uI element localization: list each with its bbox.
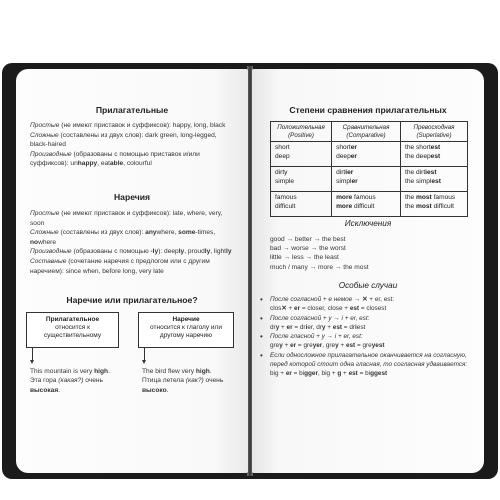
comparative-word: dirtier (336, 169, 354, 177)
left-page (16, 69, 248, 473)
superlative-word: the deepest (405, 152, 441, 160)
adverb-box-text: относится к глаголу или другому наречию (150, 324, 222, 340)
adjective-arrow-head (30, 360, 34, 364)
case-silent-e: • После согласной + е немое → ✕ + er, est: (258, 295, 474, 304)
adjective-example: This mountain is very high. Эта гора (какая?) очень высокая. (30, 368, 110, 394)
positive-word: short (275, 144, 290, 152)
right-page (252, 69, 484, 473)
case-consonant-y: • После согласной + y → i + er, est: (258, 314, 474, 323)
special-cases-list (258, 295, 474, 379)
degrees-heading: Степени сравнения прилагательных (289, 105, 447, 115)
degrees-table (270, 121, 468, 217)
comparative-word: simpler (336, 177, 358, 185)
case-vowel-y-example: grey + er = greyer, grey + est = greyest (270, 342, 385, 350)
case-doubling: • Если односложное прилагательное оканчивается на согласную, перед которой стоит одна гласная, то согласная удваивается: (258, 351, 474, 370)
adj-simple: Простые (не имеют приставок и суффиксов): happy, long, black (30, 122, 226, 129)
case-vowel-y: • После гласной + y → i + er, est: (258, 332, 474, 341)
header-positive: Положительная (Positive) (271, 122, 332, 142)
comparative-cell (332, 167, 401, 192)
superlative-word: the simplest (405, 177, 441, 185)
adjective-box-title: Прилагательное (45, 316, 100, 323)
adjective-box (26, 312, 119, 348)
exception-item: good → better → the best (270, 236, 346, 243)
adjectives-heading: Прилагательные (95, 105, 169, 115)
adjective-box-text: относится к существительному (43, 324, 102, 340)
superlative-word: the most difficult (405, 202, 455, 210)
adj-compound: Сложные (составлены из двух слов): dark green, long-legged, black-haired (30, 131, 217, 149)
exception-item: much / many → more → the most (270, 263, 369, 271)
header-comparative: Сравнительная (Comparative) (332, 122, 401, 142)
degrees-table-row (271, 167, 468, 192)
case-doubling-example: big + er = bigger, big + g + est = biggest (270, 370, 388, 378)
exception-item: little → less → the least (270, 254, 339, 262)
degrees-table-row (271, 192, 468, 217)
adv-derived: Производные (образованы с помощью -ly): deeply, proudly, lightly (30, 248, 232, 256)
degrees-table-row (271, 142, 468, 167)
adverbs-heading: Наречия (113, 192, 151, 202)
adverb-example: The bird flew very high. Птица летела (как?) очень высоко. (142, 368, 224, 394)
superlative-word: the dirtiest (405, 169, 437, 177)
positive-word: famous (275, 194, 297, 202)
compare-heading: Наречие или прилагательное? (66, 295, 198, 305)
adjectives-text (30, 121, 236, 169)
exceptions-list (270, 235, 470, 272)
adverb-arrow-head (142, 360, 146, 364)
case-silent-e-example: clos✕ + er = closer, close + est = closest (270, 305, 387, 313)
positive-word: simple (275, 177, 295, 185)
exception-item: bad → worse → the worst (270, 245, 346, 253)
exceptions-heading: Исключения (344, 219, 392, 228)
positive-word: difficult (275, 202, 296, 210)
header-superlative: Превосходная (Superlative) (401, 122, 468, 142)
special-cases-heading: Особые случаи (338, 281, 398, 290)
comparative-word: shorter (336, 144, 357, 152)
superlative-cell (401, 167, 468, 192)
superlative-word: the shortest (405, 144, 441, 152)
adv-composite: Составные (сочетание наречия с предлогом или с другим наречием): since when, before long, very late (30, 257, 210, 275)
adverbs-text (30, 209, 236, 276)
comparative-word: more famous (336, 194, 376, 202)
comparative-cell (332, 192, 401, 217)
case-consonant-y-example: dry + er = drier, dry + est = driest (270, 323, 366, 331)
adverb-box-title: Наречие (172, 316, 200, 323)
adv-simple: Простые (не имеют приставок и суффиксов): late, where, very, soon (30, 210, 223, 227)
superlative-cell (401, 192, 468, 217)
superlative-word: the most famous (405, 194, 456, 202)
positive-word: dirty (275, 169, 288, 177)
positive-cell (271, 142, 332, 167)
adverb-box (138, 312, 234, 348)
comparative-word: more difficult (336, 202, 375, 210)
superlative-cell (401, 142, 468, 167)
adv-compound: Сложные (составлены из двух слов): anywhere, some-times, nowhere (30, 229, 216, 246)
comparative-cell (332, 142, 401, 167)
comparative-word: deeper (336, 152, 357, 160)
positive-word: deep (275, 152, 290, 160)
degrees-table-header (271, 122, 468, 142)
adj-derived: Производные (образованы с помощью приставок и/или суффиксов): unhappy, eatable, colourful (30, 150, 200, 168)
positive-cell (271, 167, 332, 192)
positive-cell (271, 192, 332, 217)
